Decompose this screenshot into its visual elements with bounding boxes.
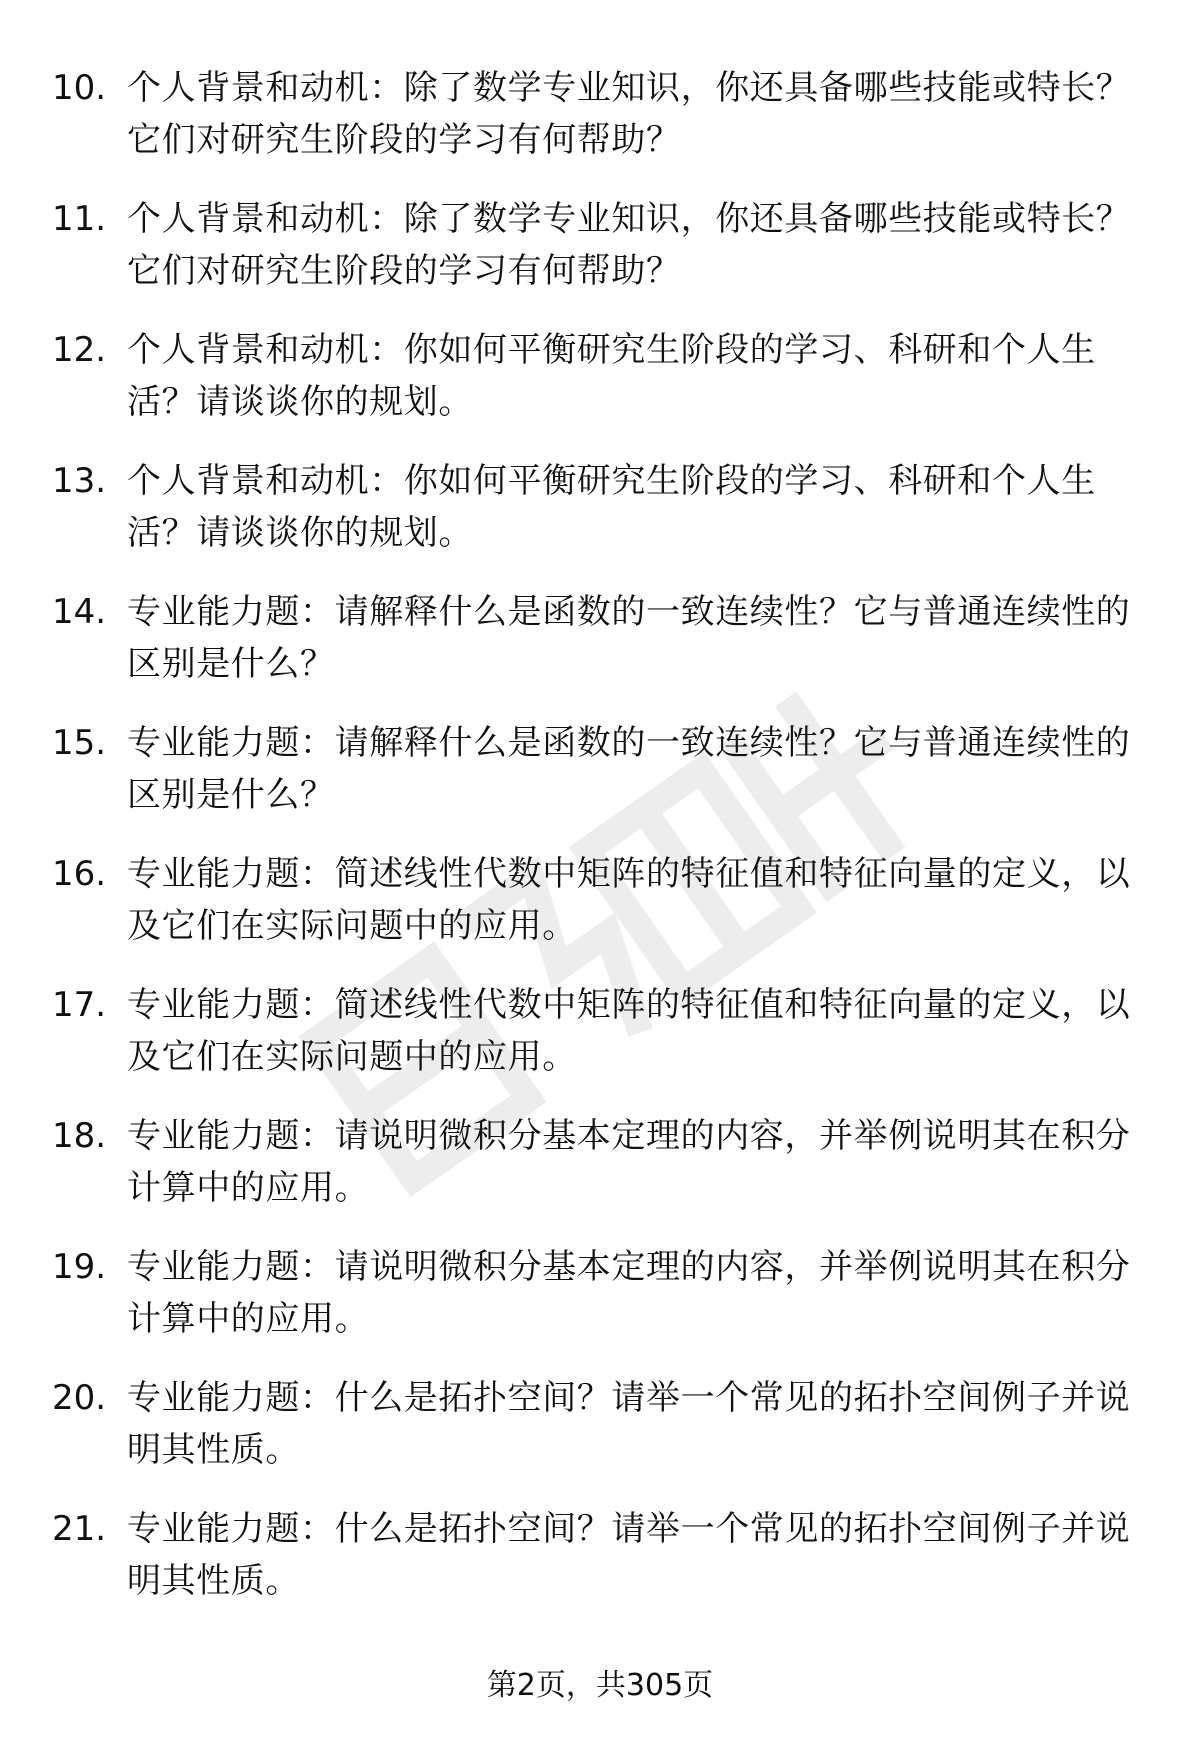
- question-number: 14.: [52, 592, 107, 632]
- question-text: 专业能力题：请解释什么是函数的一致连续性？它与普通连续性的区别是什么？: [127, 723, 1131, 815]
- question-item: [0, 1100, 1200, 1231]
- page-indicator: 第2页，共305页: [486, 1668, 714, 1703]
- question-item: [0, 445, 1200, 576]
- question-number: 21.: [52, 1509, 107, 1549]
- question-item: [0, 314, 1200, 445]
- question-number: 20.: [52, 1378, 107, 1418]
- question-item: [0, 969, 1200, 1100]
- question-number: 12.: [52, 330, 107, 370]
- question-number: 11.: [52, 199, 107, 239]
- question-number: 15.: [52, 723, 107, 763]
- question-list: [0, 52, 1200, 1624]
- question-item: [0, 1231, 1200, 1362]
- question-item: [0, 52, 1200, 183]
- question-item: [0, 183, 1200, 314]
- question-text: 专业能力题：请说明微积分基本定理的内容，并举例说明其在积分计算中的应用。: [127, 1116, 1131, 1208]
- question-text: 个人背景和动机：你如何平衡研究生阶段的学习、科研和个人生活？请谈谈你的规划。: [127, 330, 1096, 422]
- question-item: [0, 1362, 1200, 1493]
- question-text: 个人背景和动机：你如何平衡研究生阶段的学习、科研和个人生活？请谈谈你的规划。: [127, 461, 1096, 553]
- question-number: 18.: [52, 1116, 107, 1156]
- question-text: 专业能力题：请说明微积分基本定理的内容，并举例说明其在积分计算中的应用。: [127, 1247, 1131, 1339]
- question-text: 专业能力题：简述线性代数中矩阵的特征值和特征向量的定义，以及它们在实际问题中的应用。: [127, 854, 1131, 946]
- question-text: 专业能力题：请解释什么是函数的一致连续性？它与普通连续性的区别是什么？: [127, 592, 1131, 684]
- question-item: [0, 707, 1200, 838]
- question-number: 17.: [52, 985, 107, 1025]
- question-item: [0, 1493, 1200, 1624]
- question-text: 个人背景和动机：除了数学专业知识，你还具备哪些技能或特长？它们对研究生阶段的学习有何帮助？: [127, 199, 1131, 291]
- question-number: 16.: [52, 854, 107, 894]
- question-item: [0, 576, 1200, 707]
- question-text: 专业能力题：简述线性代数中矩阵的特征值和特征向量的定义，以及它们在实际问题中的应用。: [127, 985, 1131, 1077]
- question-number: 13.: [52, 461, 107, 501]
- question-number: 19.: [52, 1247, 107, 1287]
- question-text: 专业能力题：什么是拓扑空间？请举一个常见的拓扑空间例子并说明其性质。: [127, 1509, 1131, 1601]
- question-text: 个人背景和动机：除了数学专业知识，你还具备哪些技能或特长？它们对研究生阶段的学习有何帮助？: [127, 68, 1131, 160]
- question-text: 专业能力题：什么是拓扑空间？请举一个常见的拓扑空间例子并说明其性质。: [127, 1378, 1131, 1470]
- question-item: [0, 838, 1200, 969]
- question-number: 10.: [52, 68, 107, 108]
